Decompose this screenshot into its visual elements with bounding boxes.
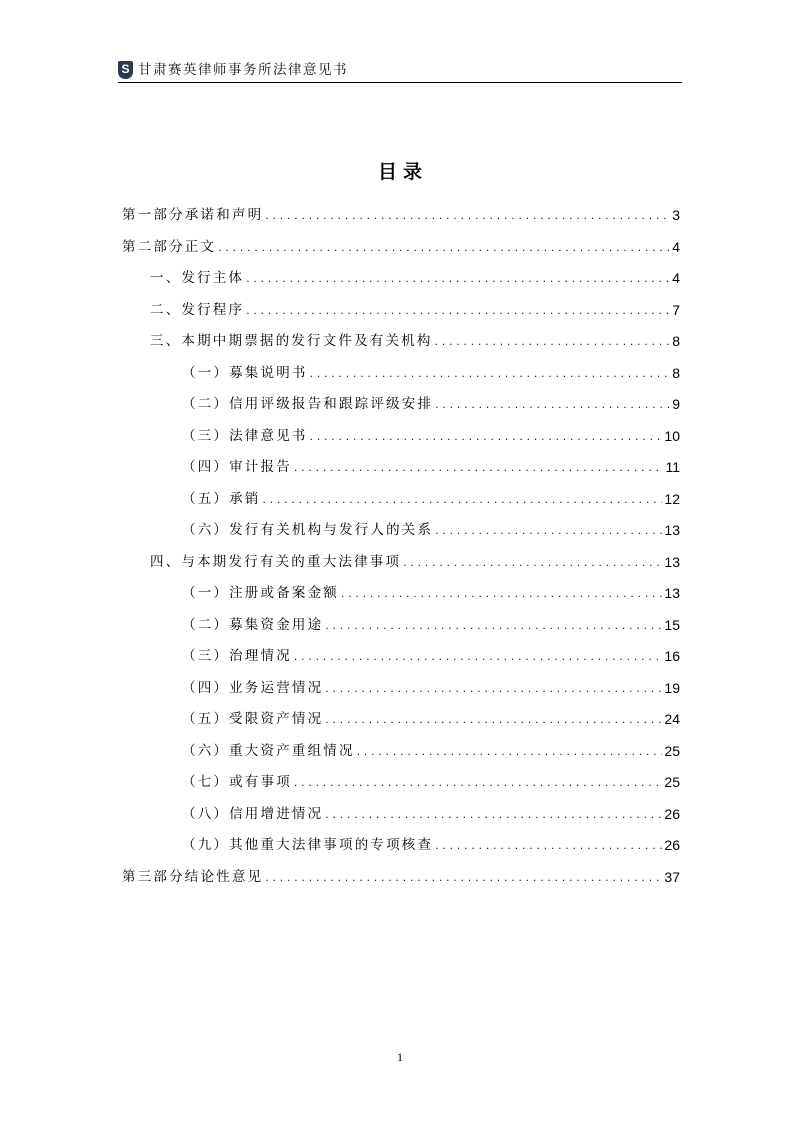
toc-entry-label: （七）或有事项 (182, 774, 292, 790)
toc-dot-leader (310, 361, 670, 385)
toc-entry[interactable] (182, 707, 680, 731)
toc-entry-label: 三、本期中期票据的发行文件及有关机构 (150, 333, 433, 349)
toc-entry[interactable] (182, 487, 680, 511)
toc-entry[interactable] (182, 581, 680, 605)
toc-entry[interactable] (182, 833, 680, 857)
toc-entry-page: 8 (672, 364, 680, 381)
toc-dot-leader (435, 518, 662, 542)
toc-entry-page: 13 (664, 553, 680, 570)
toc-entry[interactable] (182, 518, 680, 542)
toc-entry-label: （三）治理情况 (182, 648, 292, 664)
toc-dot-leader (325, 676, 662, 700)
toc-dot-leader (265, 865, 662, 889)
toc-entry-label: （一）注册或备案金额 (182, 585, 339, 601)
toc-entry-page: 37 (664, 868, 680, 885)
toc-dot-leader (403, 550, 662, 574)
toc-dot-leader (310, 424, 663, 448)
toc-entry-page: 4 (672, 238, 680, 255)
page-header (118, 58, 682, 82)
toc-entry[interactable] (182, 613, 680, 637)
toc-dot-leader (294, 644, 663, 668)
toc-entry-page: 24 (664, 711, 680, 727)
toc-entry-page: 13 (664, 522, 680, 538)
toc-entry-page: 12 (664, 490, 680, 507)
toc-dot-leader (263, 487, 663, 511)
toc-entry-label: （三）法律意见书 (182, 427, 308, 444)
toc-entry-page: 7 (672, 301, 680, 318)
toc-dot-leader (294, 770, 663, 794)
toc-entry-label: （二）募集资金用途 (182, 616, 324, 633)
toc-entry-page: 13 (664, 585, 680, 601)
toc-entry-label: 一、发行主体 (150, 270, 245, 286)
toc-entry[interactable] (182, 770, 680, 794)
firm-shield-logo-icon (118, 61, 133, 79)
toc-entry-page: 10 (664, 427, 680, 444)
toc-entry-label: 第三部分结论性意见 (122, 868, 264, 885)
toc-dot-leader (246, 298, 670, 322)
toc-entry[interactable] (182, 361, 680, 385)
header-divider (118, 82, 682, 83)
toc-entry-page: 15 (664, 616, 680, 633)
toc-entry-page: 3 (672, 207, 680, 223)
toc-entry[interactable] (182, 644, 680, 668)
toc-entry-label: （九）其他重大法律事项的专项核查 (182, 837, 434, 853)
toc-entry-label: （八）信用增进情况 (182, 805, 324, 822)
toc-dot-leader (218, 235, 670, 259)
toc-entry-label: （二）信用评级报告和跟踪评级安排 (182, 396, 434, 412)
toc-entry-page: 11 (665, 459, 680, 475)
toc-entry-label: （四）审计报告 (182, 459, 292, 475)
toc-entry-page: 8 (672, 333, 680, 349)
toc-entry[interactable] (182, 676, 680, 700)
toc-dot-leader (325, 802, 662, 826)
toc-entry-label: 第一部分承诺和声明 (122, 207, 264, 223)
toc-entry-page: 9 (672, 396, 680, 412)
toc-dot-leader (435, 329, 670, 353)
toc-dot-leader (265, 203, 670, 227)
toc-entry[interactable] (182, 392, 680, 416)
toc-entry-label: （五）受限资产情况 (182, 711, 324, 727)
toc-entry[interactable] (182, 455, 680, 479)
toc-entry[interactable] (182, 802, 680, 826)
toc-dot-leader (325, 707, 662, 731)
toc-entry[interactable] (150, 329, 680, 353)
toc-entry[interactable] (150, 266, 680, 290)
toc-entry[interactable] (122, 203, 680, 227)
toc-entry-label: （五）承销 (182, 490, 261, 507)
toc-entry-label: （六）重大资产重组情况 (182, 742, 355, 759)
toc-entry-page: 25 (664, 774, 680, 790)
toc-entry[interactable] (182, 424, 680, 448)
toc-entry-label: 第二部分正文 (122, 238, 217, 255)
footer-page-number: 1 (397, 1050, 403, 1064)
toc-entry-label: 四、与本期发行有关的重大法律事项 (150, 553, 402, 570)
toc-entry[interactable] (122, 235, 680, 259)
toc-entry[interactable] (150, 298, 680, 322)
toc-entry-label: 二、发行程序 (150, 301, 245, 318)
toc-entry-page: 26 (664, 805, 680, 822)
toc-entry-label: （一）募集说明书 (182, 364, 308, 381)
toc-dot-leader (357, 739, 663, 763)
toc-entry-label: （四）业务运营情况 (182, 679, 324, 696)
toc-entry-label: （六）发行有关机构与发行人的关系 (182, 522, 434, 538)
toc-entry[interactable] (122, 865, 680, 889)
toc-entry-page: 25 (664, 742, 680, 759)
toc-entry-page: 26 (664, 837, 680, 853)
toc-dot-leader (435, 392, 670, 416)
toc-entry-page: 19 (664, 679, 680, 696)
toc-dot-leader (294, 455, 664, 479)
toc-entry[interactable] (150, 550, 680, 574)
toc-dot-leader (246, 266, 670, 290)
toc-entry-page: 4 (672, 270, 680, 286)
toc-entry[interactable] (182, 739, 680, 763)
toc-dot-leader (341, 581, 662, 605)
toc-dot-leader (325, 613, 662, 637)
toc-dot-leader (435, 833, 662, 857)
header-title: 甘肃赛英律师事务所法律意见书 (138, 62, 348, 78)
toc-entry-page: 16 (664, 648, 680, 664)
toc-title: 目录 (377, 161, 428, 183)
